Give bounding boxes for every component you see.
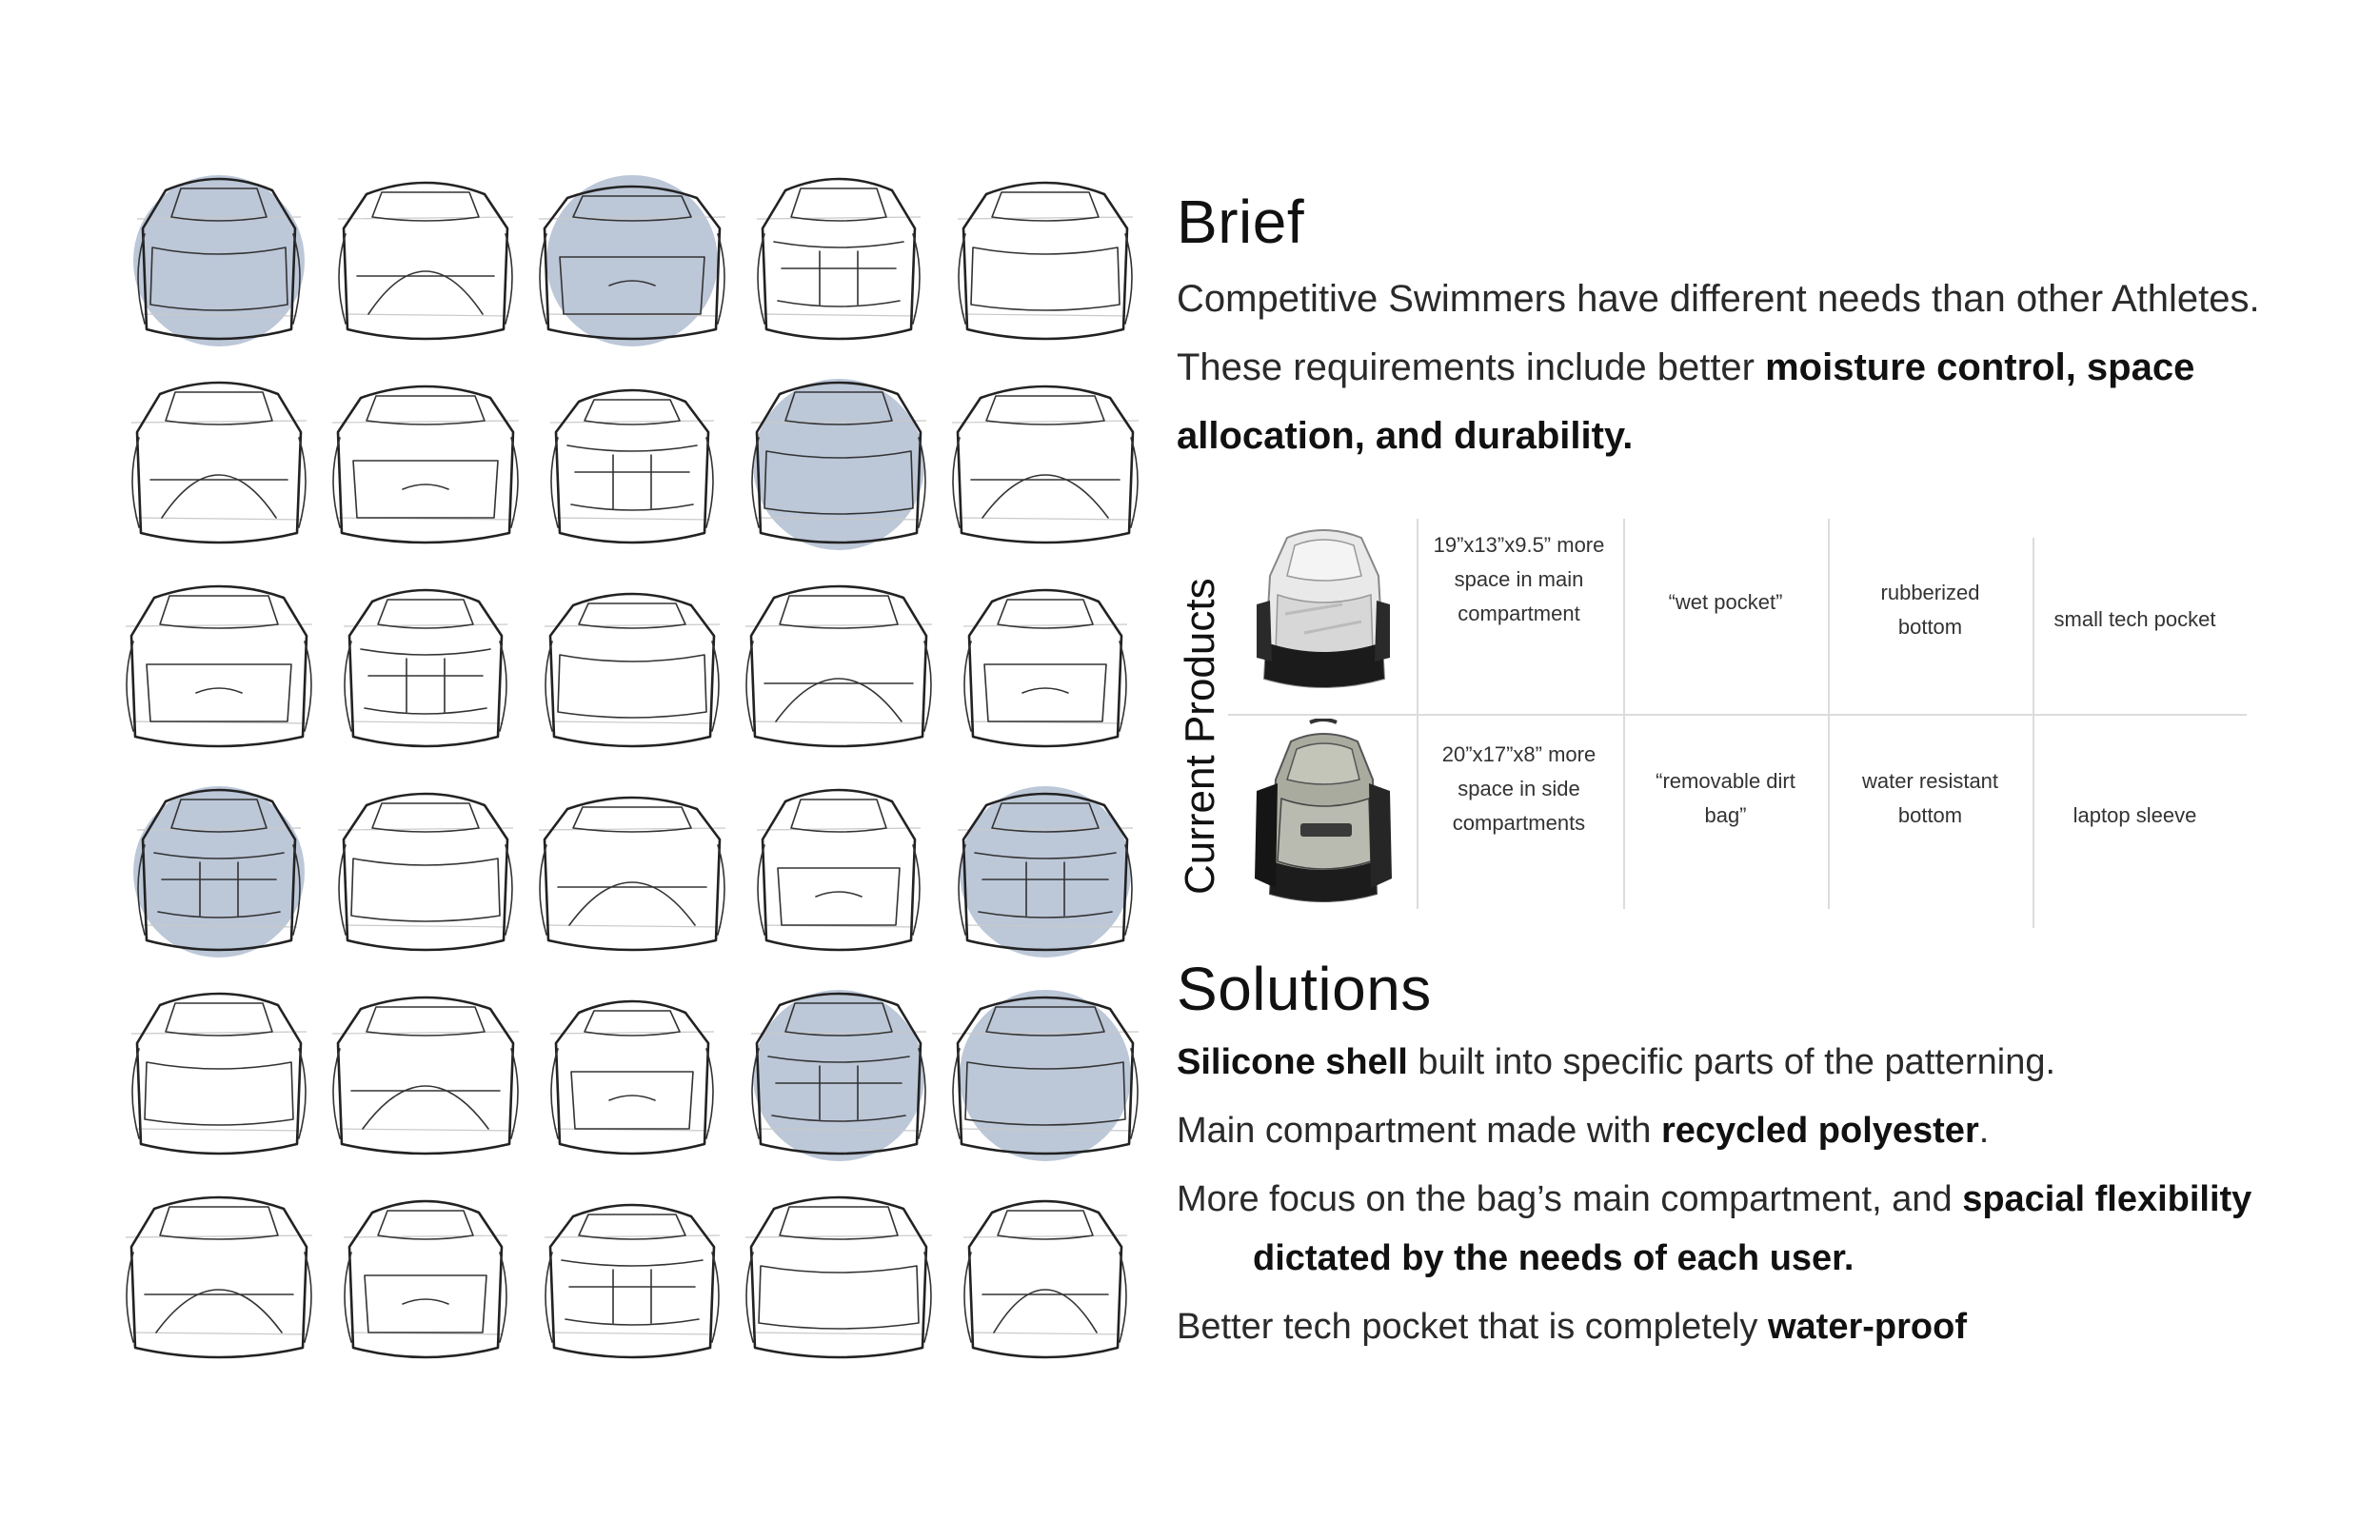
brief-text: [1177, 265, 2319, 470]
table-divider: [1228, 714, 2247, 716]
backpack-sketch: [330, 162, 521, 362]
product-1-feature-tech-pocket: small tech pocket: [2053, 607, 2216, 631]
backpack-sketch-grid: [133, 171, 1142, 1390]
white-grey-backpack-photo: [1228, 519, 1418, 709]
solution-3-text: More focus on the bag’s main compartment, and: [1177, 1179, 1963, 1219]
product-1-feature-wet-pocket: “wet pocket”: [1668, 590, 1783, 614]
backpack-sketch: [330, 773, 521, 973]
backpack-sketch: [124, 773, 314, 973]
solution-2-bold: recycled polyester: [1660, 1111, 1979, 1151]
solution-1-bold: Silicone shell: [1177, 1042, 1408, 1082]
backpack-sketch: [537, 977, 727, 1176]
backpack-sketch: [744, 977, 934, 1176]
brief-text-bold: moisture control, space allocation, and durability.: [1177, 346, 2195, 457]
backpack-sketch: [330, 365, 521, 565]
current-products-table: [1228, 519, 2256, 938]
backpack-sketch: [950, 1180, 1140, 1380]
backpack-sketch: [744, 162, 934, 362]
solution-4-text: Better tech pocket that is completely: [1177, 1307, 1768, 1347]
backpack-sketch: [330, 1180, 521, 1380]
backpack-sketch: [537, 1180, 727, 1380]
backpack-sketch: [744, 1180, 934, 1380]
product-2-feature-bottom: water resistant bottom: [1861, 769, 1999, 827]
product-1-feature-bottom: rubberized bottom: [1880, 581, 1980, 639]
backpack-sketch: [124, 162, 314, 362]
backpack-sketch: [330, 569, 521, 769]
backpack-sketch: [950, 162, 1140, 362]
solution-3-line2: dictated by the needs of each user.: [1253, 1238, 1854, 1278]
list-item: [1177, 1101, 2357, 1160]
backpack-sketch: [950, 365, 1140, 565]
backpack-sketch: [744, 773, 934, 973]
solution-2-after: .: [1978, 1111, 1990, 1151]
backpack-sketch: [744, 569, 934, 769]
backpack-sketch: [330, 977, 521, 1176]
product-2-feature-dirt-bag: “removable dirt bag”: [1656, 769, 1795, 827]
backpack-sketch: [537, 162, 727, 362]
solutions-list: [1177, 1033, 2357, 1366]
backpack-sketch: [124, 1180, 314, 1380]
backpack-sketch: [744, 365, 934, 565]
product-2-dimensions: 20”x17”x8” more space in side compartments: [1441, 742, 1597, 835]
backpack-sketch: [537, 773, 727, 973]
backpack-sketch: [124, 569, 314, 769]
backpack-sketch: [124, 365, 314, 565]
backpack-sketch: [950, 977, 1140, 1176]
list-item: [1177, 1297, 2357, 1356]
current-products-label: Current Products: [1177, 578, 1223, 895]
table-row: [1228, 519, 2256, 709]
solution-1-text: built into specific parts of the patterning.: [1407, 1042, 2056, 1082]
backpack-sketch: [124, 977, 314, 1176]
solution-2-text: Main compartment made with: [1177, 1111, 1661, 1151]
backpack-sketch: [950, 773, 1140, 973]
backpack-sketch: [950, 569, 1140, 769]
brief-title: Brief: [1177, 188, 1305, 256]
list-item: [1177, 1033, 2357, 1092]
product-2-feature-laptop-sleeve: laptop sleeve: [2073, 803, 2197, 827]
backpack-sketch: [537, 569, 727, 769]
grey-black-speedo-backpack-photo: [1228, 719, 1418, 918]
product-1-dimensions: 19”x13”x9.5” more space in main compartment: [1433, 533, 1605, 625]
table-row: [1228, 719, 2256, 918]
brief-text-regular: Competitive Swimmers have different needs than other Athletes. These requirements include better: [1177, 278, 2260, 388]
solutions-title: Solutions: [1177, 955, 1432, 1023]
list-item: [1177, 1170, 2357, 1288]
solution-4-bold: water-proof: [1767, 1307, 1967, 1347]
solution-3-bold: spacial flexibility: [1962, 1179, 2252, 1219]
backpack-sketch: [537, 365, 727, 565]
